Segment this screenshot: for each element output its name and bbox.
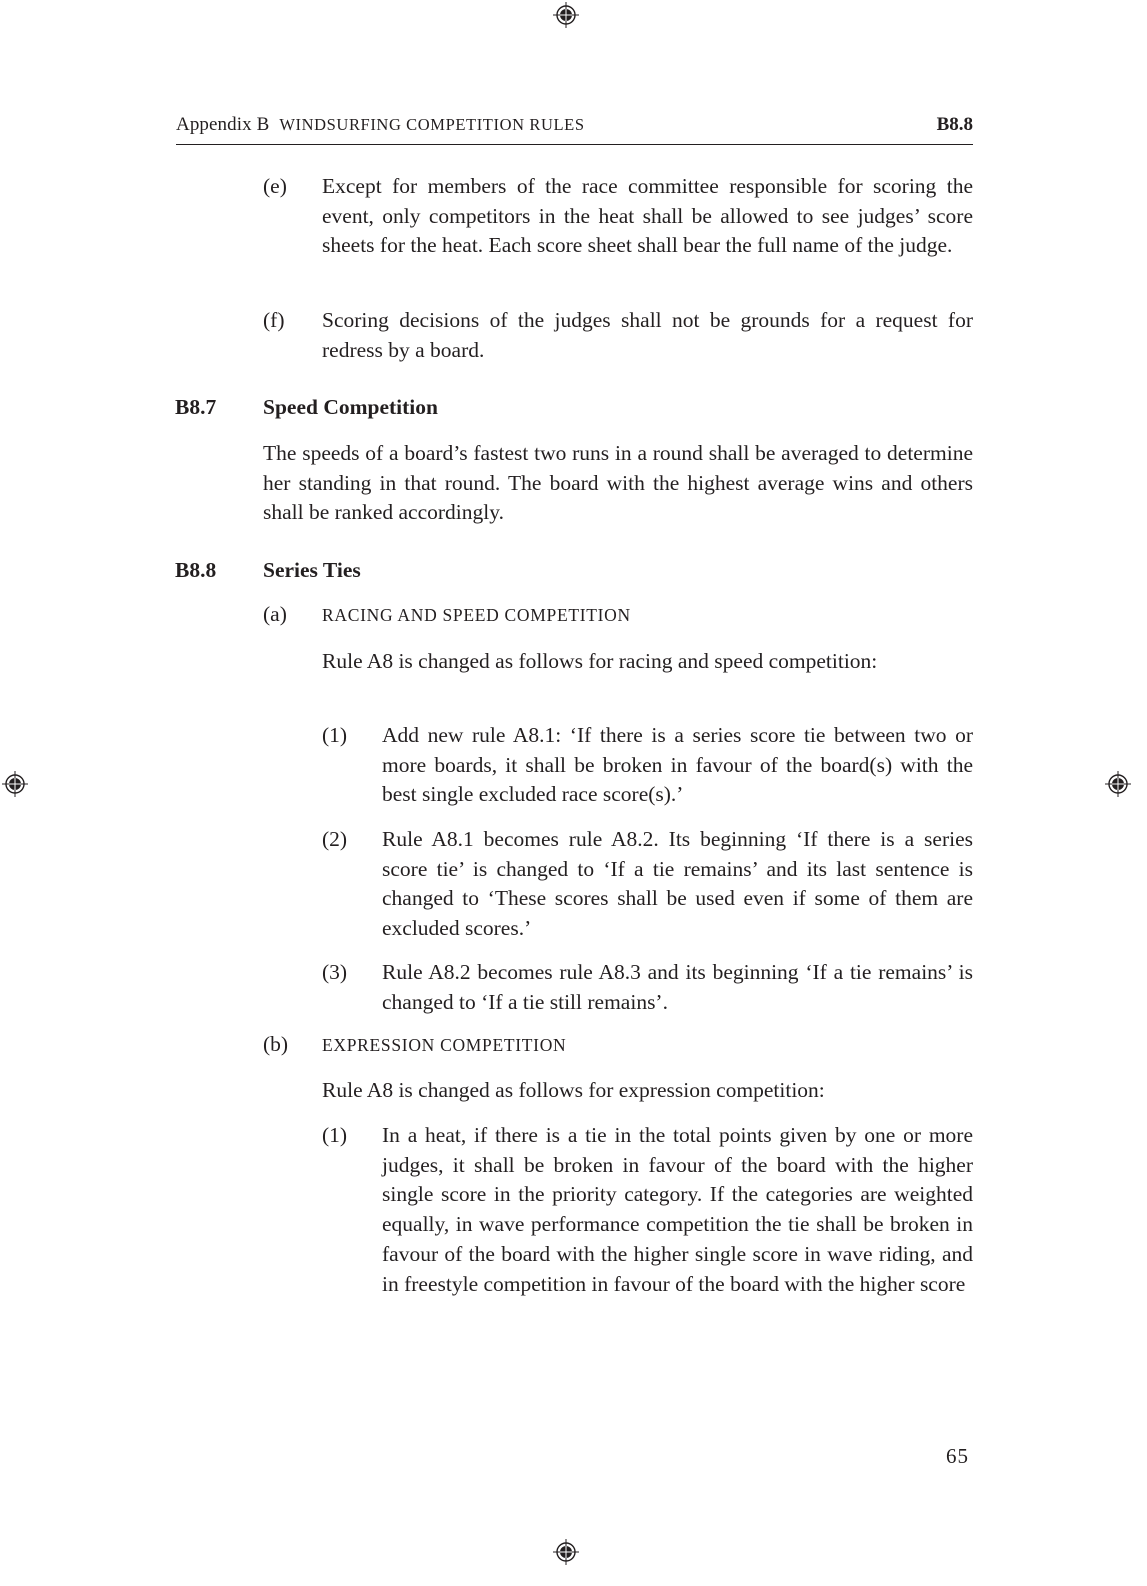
item-label: (3) [322, 960, 348, 984]
subsection-title: RACING AND SPEED COMPETITION [322, 605, 631, 625]
section-title: Series Ties [263, 558, 361, 582]
item-text: Rule A8.2 becomes rule A8.3 and its beginning ‘If a tie remains’ is changed to ‘If a tie still remains’. [382, 960, 973, 1014]
registration-mark-icon [552, 1538, 580, 1566]
numbered-item [322, 958, 973, 1017]
item-label: (e) [263, 174, 287, 198]
subsection-intro-b: Rule A8 is changed as follows for expression competition: [322, 1078, 825, 1102]
subsection-intro-a: Rule A8 is changed as follows for racing and speed competition: [322, 649, 878, 673]
item-text: Except for members of the race committee responsible for scoring the event, only competitors in the heat shall be allowed to see judges’ score sheets for the heat. Each score sheet shall bear the full name of the judge. [322, 174, 973, 258]
item-text: Scoring decisions of the judges shall not be grounds for a request for redress by a board. [322, 308, 973, 362]
registration-mark-icon [552, 1, 580, 29]
subsection-title: EXPRESSION COMPETITION [322, 1035, 567, 1055]
running-head-left [176, 114, 585, 136]
running-head [176, 114, 973, 145]
section-number: B8.7 [175, 395, 217, 419]
numbered-item [322, 721, 973, 810]
item-text: Rule A8.1 becomes rule A8.2. Its beginning ‘If there is a series score tie’ is changed to ‘If a tie remains’ and its last sentence is changed to ‘These scores shall be used even if some of them are excluded scores.’ [382, 827, 973, 941]
section-ref: B8.8 [936, 114, 973, 135]
appendix-title: WINDSURFING COMPETITION RULES [279, 115, 585, 134]
appendix-label: Appendix B [176, 114, 270, 135]
subsection-label: (a) [263, 602, 287, 626]
rule-item-e [263, 172, 973, 261]
item-label: (2) [322, 827, 348, 851]
item-label: (1) [322, 1123, 348, 1147]
numbered-item [322, 825, 973, 944]
subsection-heading-a [263, 602, 631, 627]
subsection-heading-b [263, 1032, 566, 1057]
section-heading-b87 [175, 395, 438, 420]
section-title: Speed Competition [263, 395, 438, 419]
section-body-b87: The speeds of a board’s fastest two runs in a round shall be averaged to determine her standing in that round. The board with the highest average wins and others shall be ranked accordingly. [263, 441, 973, 525]
section-number: B8.8 [175, 558, 217, 582]
page-number: 65 [946, 1444, 969, 1468]
registration-mark-icon [1, 770, 29, 798]
rule-item-f [263, 306, 973, 365]
item-label: (1) [322, 723, 348, 747]
item-text: Add new rule A8.1: ‘If there is a series score tie between two or more boards, it shall be broken in favour of the board(s) with the best single excluded race score(s).’ [382, 723, 973, 807]
subsection-label: (b) [263, 1032, 289, 1056]
section-heading-b88 [175, 558, 361, 583]
registration-mark-icon [1104, 770, 1132, 798]
item-label: (f) [263, 308, 285, 332]
item-text: In a heat, if there is a tie in the total points given by one or more judges, it shall be broken in favour of the board with the higher single score in the priority category. If the categories are weighted equally, in wave performance competition the tie shall be broken in favour of the board with the higher single score in wave riding, and in freestyle competition in favour of the board with the higher score [382, 1123, 973, 1296]
numbered-item [322, 1121, 973, 1299]
